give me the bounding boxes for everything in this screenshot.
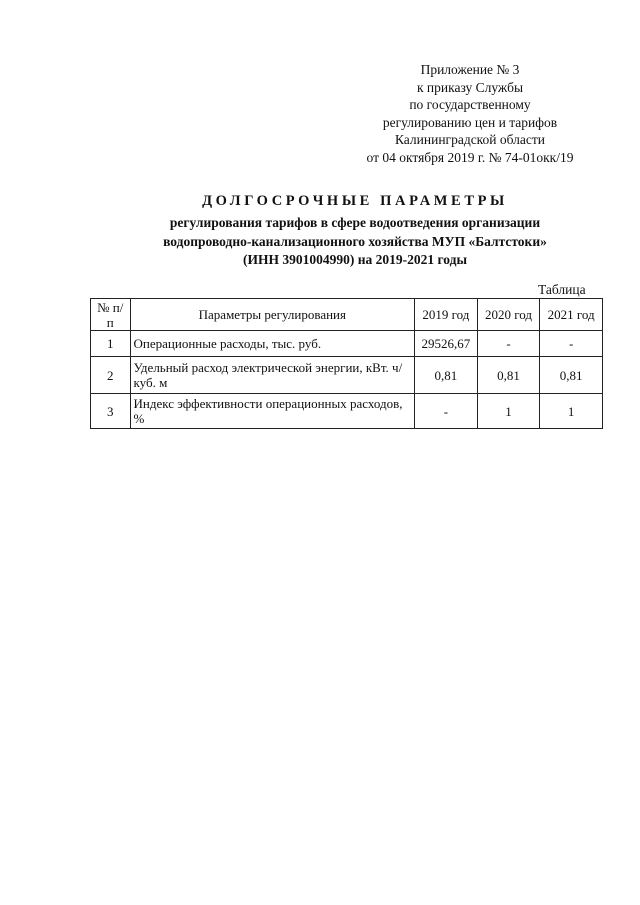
table-header-row xyxy=(91,299,603,331)
document-subtitle-line: (ИНН 3901004990) на 2019-2021 годы xyxy=(242,252,468,267)
appendix-line: от 04 октября 2019 г. № 74-01окк/19 xyxy=(366,149,574,165)
appendix-line: Калининградской области xyxy=(394,132,546,148)
row-value-2021: - xyxy=(540,331,603,357)
appendix-line: по государственному xyxy=(409,97,531,113)
row-number: 1 xyxy=(91,331,131,357)
appendix-reference xyxy=(340,61,600,167)
row-parameter: Операционные расходы, тыс. руб. xyxy=(130,331,415,357)
appendix-line: регулированию цен и тарифов xyxy=(382,114,558,130)
row-value-2019: 29526,67 xyxy=(415,331,478,357)
appendix-line: Приложение № 3 xyxy=(420,62,520,77)
row-value-2019: 0,81 xyxy=(415,357,478,394)
header-parameter: Параметры регулирования xyxy=(130,299,415,331)
document-subtitle-line: водопроводно-канализационного хозяйства МУП «Балтстоки» xyxy=(163,233,547,249)
table-row xyxy=(91,357,603,394)
row-parameter: Удельный расход электрической энергии, кВт. ч/ куб. м xyxy=(130,357,415,394)
table-row xyxy=(91,331,603,357)
header-number: № п/п xyxy=(91,299,131,331)
row-value-2021: 1 xyxy=(540,394,603,429)
row-number: 3 xyxy=(91,394,131,429)
row-value-2020: 0,81 xyxy=(477,357,540,394)
header-2021: 2021 год xyxy=(540,299,603,331)
row-value-2021: 0,81 xyxy=(540,357,603,394)
header-2019: 2019 год xyxy=(415,299,478,331)
document-subtitle-line: регулирования тарифов в сфере водоотведения организации xyxy=(169,215,541,230)
row-value-2019: - xyxy=(415,394,478,429)
parameters-table xyxy=(90,298,603,429)
document-heading xyxy=(100,193,610,270)
row-number: 2 xyxy=(91,357,131,394)
header-2020: 2020 год xyxy=(477,299,540,331)
row-value-2020: 1 xyxy=(477,394,540,429)
appendix-line: к приказу Службы xyxy=(416,79,524,95)
row-parameter: Индекс эффективности операционных расходов, % xyxy=(130,394,415,429)
document-title: ДОЛГОСРОЧНЫЕ ПАРАМЕТРЫ xyxy=(202,193,508,209)
table-caption: Таблица xyxy=(538,282,586,297)
row-value-2020: - xyxy=(477,331,540,357)
table-row xyxy=(91,394,603,429)
